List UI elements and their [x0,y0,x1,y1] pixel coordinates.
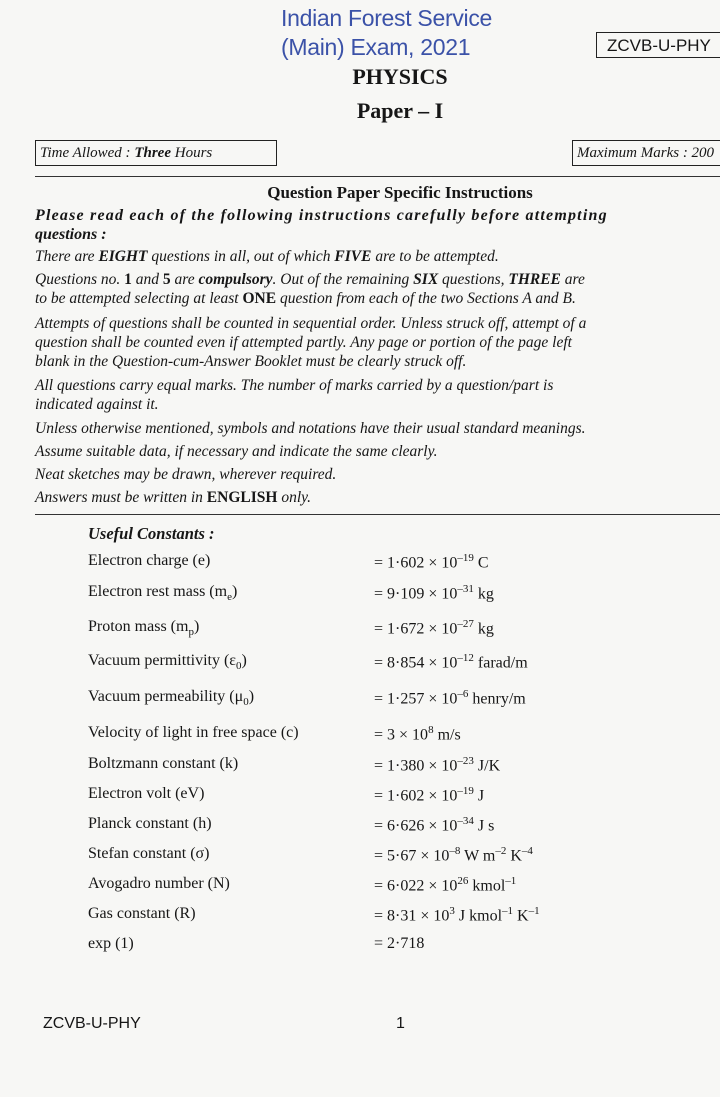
constant-value: = $8\cdot 31 \times 10^3$ J kmol$^{-1}$ $K^{-1}$ [374,905,540,925]
paper-title: Paper – I [356,98,444,123]
constant-name: Electron charge (e) [88,552,211,569]
constant-row [0,724,720,754]
constant-value: = $1\cdot 672 \times 10^{-27}$ kg [374,618,494,638]
constant-row [0,815,720,845]
instruction-line: blank in the Question-cum-Answer Booklet must be clearly struck off. [35,353,467,370]
exam-stamp-line-2: (Main) Exam, 2021 [281,34,471,60]
constant-name: Boltzmann constant (k) [88,755,239,772]
constant-value: = $3 \times 10^8$ m/s [374,724,461,744]
constant-value: = $1\cdot 380 \times 10^{-23}$ J/K [374,755,501,775]
constant-row [0,688,720,718]
constant-row [0,652,720,682]
constant-value: = $1\cdot 257 \times 10^{-6}$ henry/m [374,688,526,708]
instruction-line: Answers must be written in ENGLISH only. [35,489,312,506]
subject-title: PHYSICS [352,64,448,89]
instruction-line: Unless otherwise mentioned, symbols and notations have their usual standard meanings. [35,420,586,437]
constant-name: Stefan constant (σ) [88,845,210,862]
exam-stamp-line-1: Indian Forest Service [281,5,493,31]
constant-name: Proton mass $(m_p)$ [88,618,200,639]
constant-row [0,755,720,785]
time-allowed-unit: Hours [170,145,213,161]
instruction-line: Questions no. 1 and 5 are compulsory. Out of the remaining SIX questions, THREE are [35,271,585,288]
instruction-line: indicated against it. [35,396,159,413]
constant-name: Vacuum permeability $(\mu_0)$ [88,688,255,709]
constant-value: = $5\cdot 67 \times 10^{-8}$ W $m^{-2}$ $K^{-4}$ [374,845,533,865]
constant-row [0,552,720,582]
constant-name: Velocity of light in free space (c) [88,724,299,741]
instructions-heading: Question Paper Specific Instructions [267,183,533,202]
constants-heading: Useful Constants : [88,524,215,543]
paper-code-box: ZCVB-U-PHY [596,32,720,58]
constant-name: exp (1) [88,935,134,952]
instruction-line: Attempts of questions shall be counted in sequential order. Unless struck off, attempt of a [35,315,587,332]
constant-value: = $6\cdot 022 \times 10^{26}$ kmol$^{-1}$ [374,875,517,895]
time-allowed-box [35,140,277,166]
instruction-line: Assume suitable data, if necessary and indicate the same clearly. [35,443,438,460]
constant-name: Planck constant (h) [88,815,212,832]
footer-paper-code: ZCVB-U-PHY [43,1015,141,1032]
instruction-line: Neat sketches may be drawn, wherever required. [35,466,337,483]
constants-divider [35,514,720,515]
time-allowed-value: Three [134,145,171,161]
constant-row [0,618,720,648]
max-marks-box: Maximum Marks : 200 [572,140,720,166]
constant-value: = $8\cdot 854 \times 10^{-12}$ farad/m [374,652,528,672]
instruction-line: There are EIGHT questions in all, out of which FIVE are to be attempted. [35,248,499,265]
constant-name: Vacuum permittivity $(\varepsilon_0)$ [88,652,247,673]
instruction-line: question shall be counted even if attempted partly. Any page or portion of the page left [35,334,572,351]
constant-name: Gas constant (R) [88,905,196,922]
constant-name: Electron rest mass $(m_e)$ [88,583,238,604]
instructions-intro-line-2: questions : [35,226,107,243]
constant-name: Avogadro number (N) [88,875,230,892]
instruction-line: to be attempted selecting at least ONE question from each of the two Sections A and B. [35,290,576,307]
constant-name: Electron volt (eV) [88,785,205,802]
constant-row [0,845,720,875]
constant-row [0,875,720,905]
constant-value: = $9\cdot 109 \times 10^{-31}$ kg [374,583,494,603]
footer-page-number: 1 [396,1015,405,1032]
constant-value: = $1\cdot 602 \times 10^{-19}$ C [374,552,489,572]
constant-row [0,583,720,613]
instruction-line: All questions carry equal marks. The number of marks carried by a question/part is [35,377,554,394]
time-allowed-label: Time Allowed : [40,145,135,161]
constant-value: = $6\cdot 626 \times 10^{-34}$ J s [374,815,495,835]
instructions-intro-line-1: Please read each of the following instructions carefully before attempting [35,207,608,224]
constant-row [0,905,720,935]
constant-value: = $1\cdot 602 \times 10^{-19}$ J [374,785,485,805]
constant-row [0,785,720,815]
top-divider [35,176,720,177]
constant-value: = 2·718 [374,935,425,952]
constant-row [0,935,720,965]
